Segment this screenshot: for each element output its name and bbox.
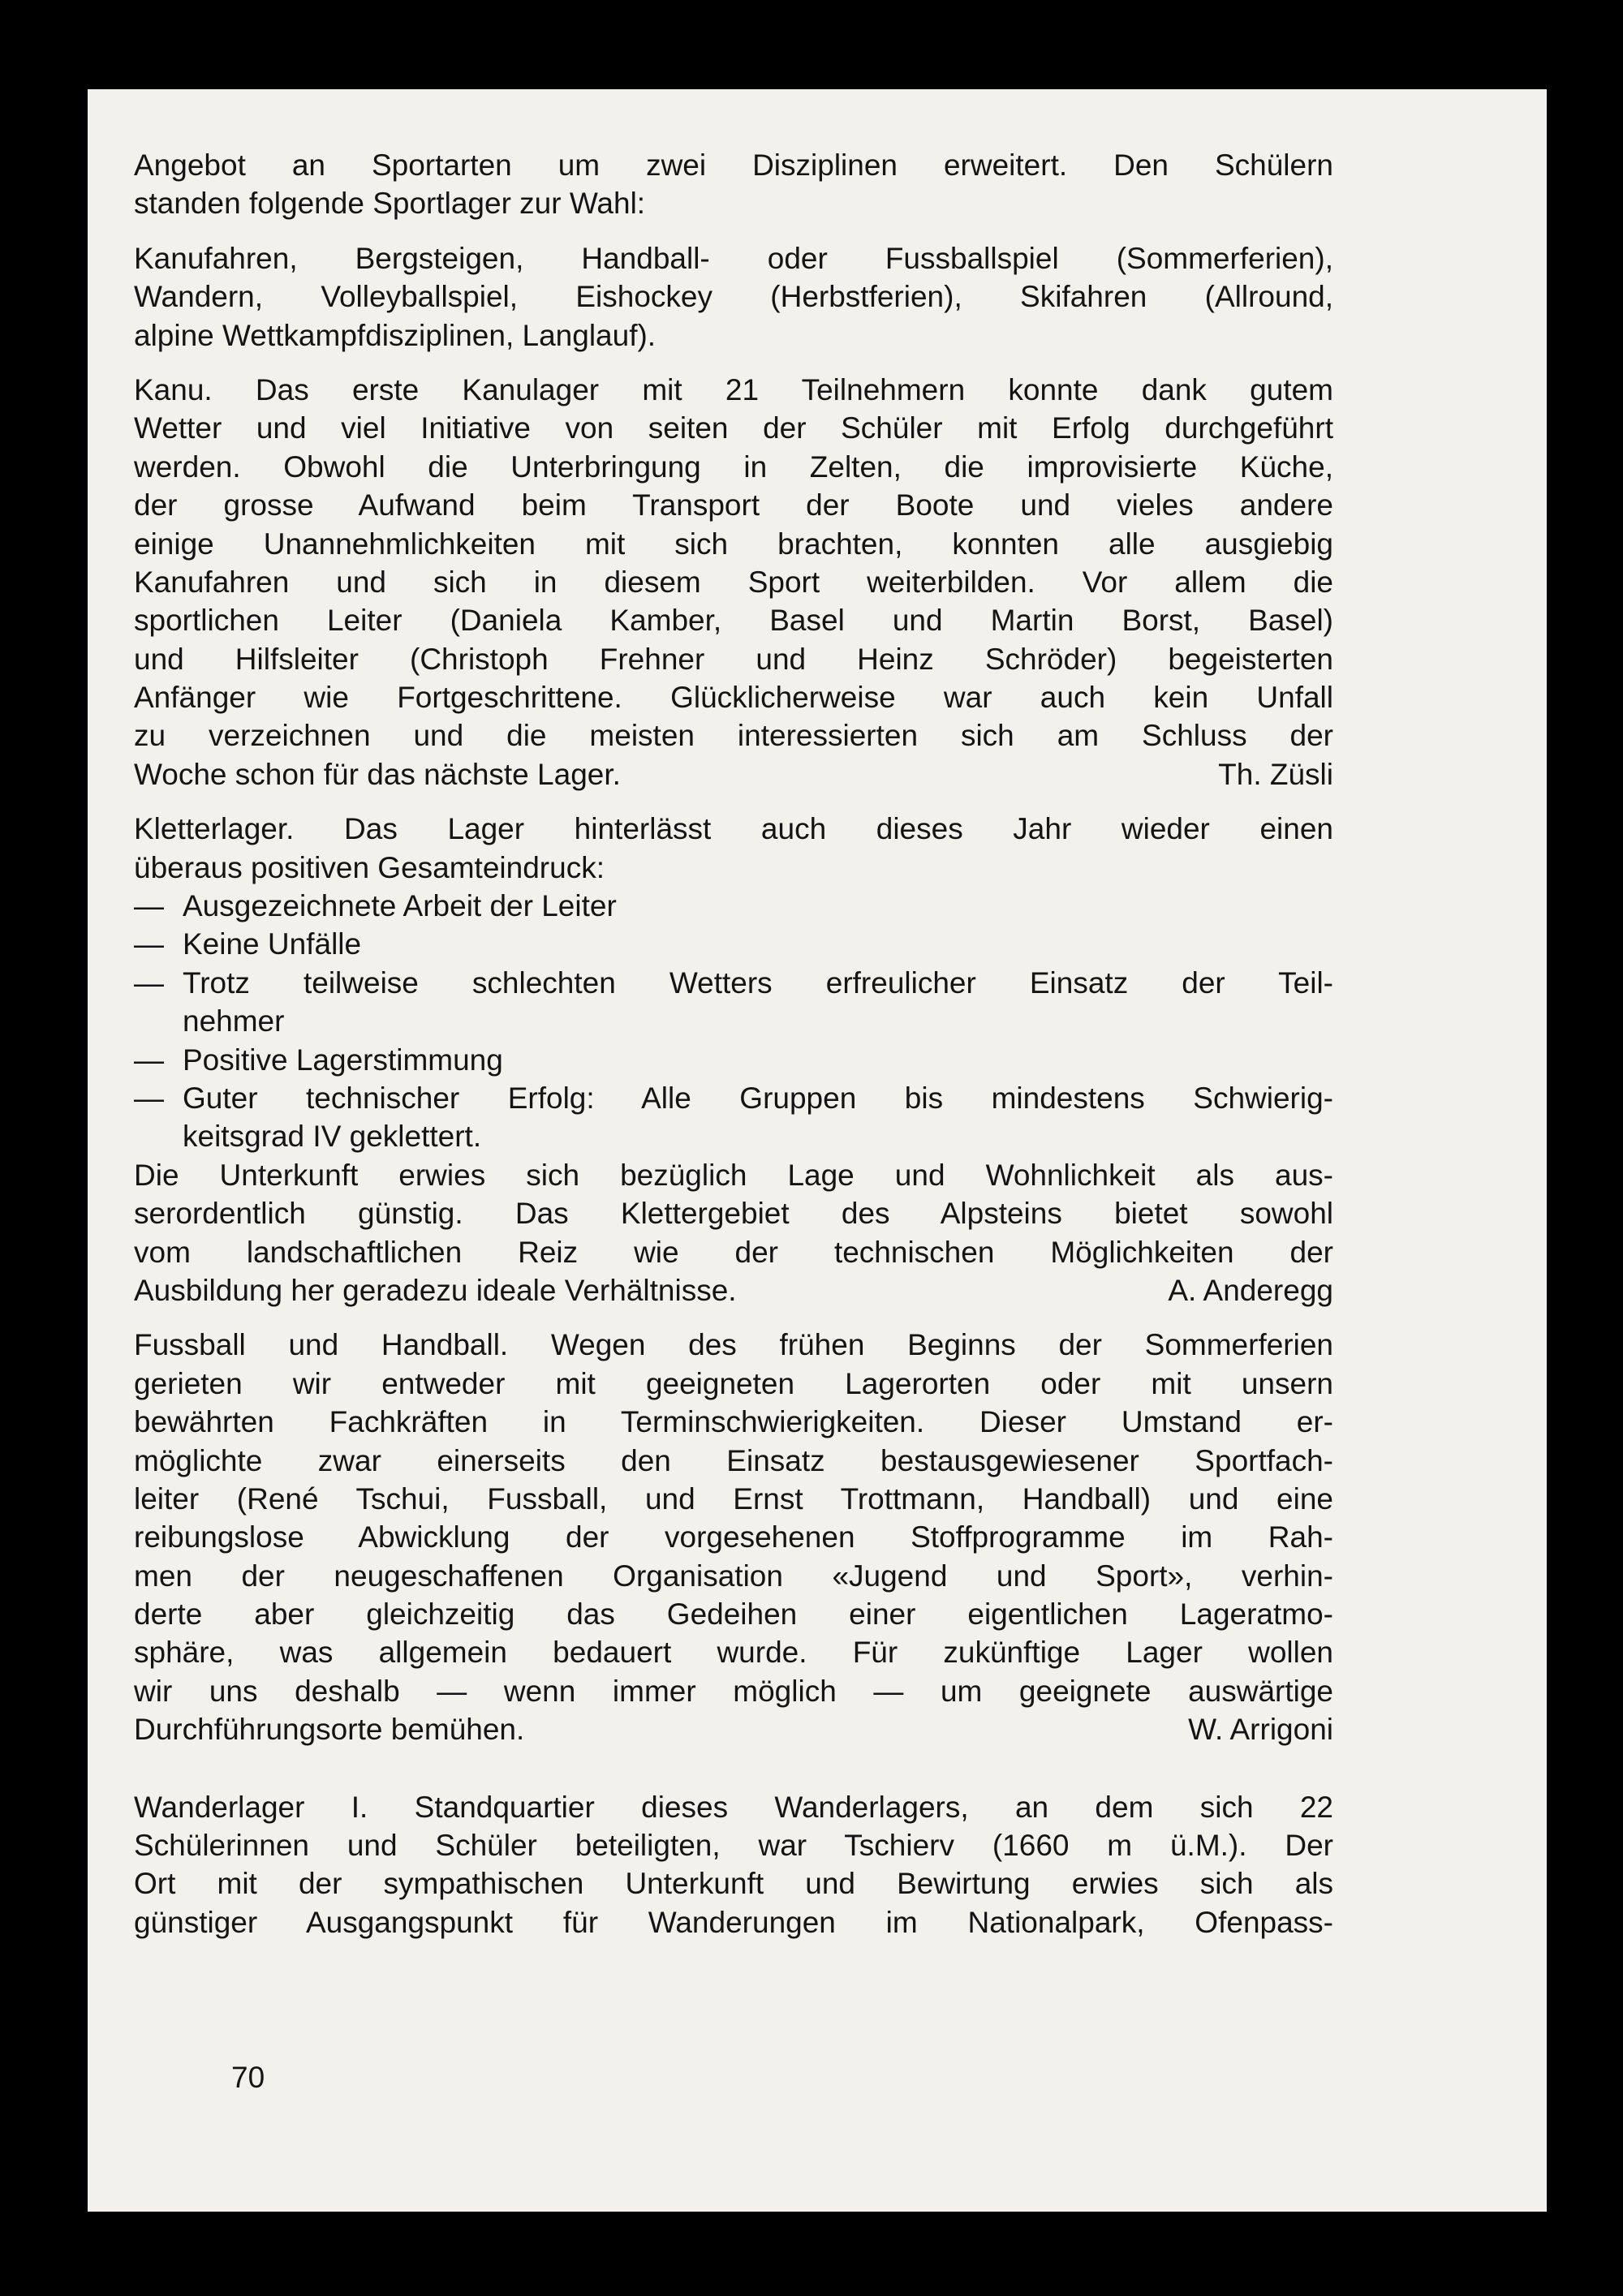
text-line: einige Unannehmlichkeiten mit sich brachten, konnten alle ausgiebig [134,527,1333,561]
text-line: Wanderlager I. Standquartier dieses Wanderlagers, an dem sich 22 [134,1790,1333,1824]
dash: — [134,1081,164,1115]
text-line: werden. Obwohl die Unterbringung in Zelten, die improvisierte Küche, [134,449,1333,484]
list-item: — Positive Lagerstimmung [134,1041,1333,1079]
page-number: 70 [231,2061,265,2094]
text-line: Kanu. Das erste Kanulager mit 21 Teilnehmern konnte dank gutem [134,372,1333,406]
text-line: Kanufahren und sich in diesem Sport weiterbilden. Vor allem die [134,565,1333,599]
text-line: derte aber gleichzeitig das Gedeihen einer eigentlichen Lageratmo- [134,1597,1333,1632]
author-name: Th. Züsli [1218,757,1333,791]
text-line: Ort mit der sympathischen Unterkunft und Bewirtung erwies sich als [134,1867,1333,1901]
text-line: gerieten wir entweder mit geeigneten Lagerorten oder mit unsern [134,1366,1333,1400]
dash: — [134,927,164,961]
text-line: zu verzeichnen und die meisten interessierten sich am Schluss der [134,719,1333,753]
author-name: A. Anderegg [1168,1273,1333,1307]
list-item: — Ausgezeichnete Arbeit der Leiter [134,887,1333,925]
text-line: standen folgende Sportlager zur Wahl: [134,187,646,221]
text-line: Woche schon für das nächste Lager. [134,757,621,791]
text-line: überaus positiven Gesamteindruck: [134,850,605,884]
signature-line [134,1710,1333,1748]
intro-section [134,146,1333,223]
list-item: — Trotz teilweise schlechten Wetters erfreulicher Einsatz der Teil- [134,964,1333,1002]
text-line: alpine Wettkampfdisziplinen, Langlauf). [134,318,657,352]
text-line: sportlichen Leiter (Daniela Kamber, Basel und Martin Borst, Basel) [134,604,1333,638]
dash: — [134,1043,164,1077]
text-line: bewährten Fachkräften in Terminschwierigkeiten. Dieser Umstand er- [134,1405,1333,1439]
text-line: sphäre, was allgemein bedauert wurde. Für zukünftige Lager wollen [134,1636,1333,1670]
text-line: Angebot an Sportarten um zwei Disziplinen erweitert. Den Schülern [134,148,1333,182]
text-line: Ausbildung her geradezu ideale Verhältnisse. [134,1273,737,1307]
dash: — [134,889,164,923]
text-line: men der neugeschaffenen Organisation «Jugend und Sport», verhin- [134,1559,1333,1593]
list-item-continued: nehmer [183,1004,285,1038]
text-line: Wetter und viel Initiative von seiten der Schüler mit Erfolg durchgeführt [134,411,1333,445]
text-line: Fussball und Handball. Wegen des frühen Beginns der Sommerferien [134,1328,1333,1362]
text-line: Anfänger wie Fortgeschrittene. Glücklicherweise war auch kein Unfall [134,681,1333,715]
fussball-section [134,1326,1333,1748]
text-line: Durchführungsorte bemühen. [134,1713,525,1747]
text-line: reibungslose Abwicklung der vorgesehenen Stoffprogramme im Rah- [134,1520,1333,1554]
document-text [134,146,1333,1941]
kanu-section [134,371,1333,793]
text-line: Schülerinnen und Schüler beteiligten, war Tschierv (1660 m ü.M.). Der [134,1829,1333,1863]
text-line: Kletterlager. Das Lager hinterlässt auch dieses Jahr wieder einen [134,812,1333,846]
signature-line [134,755,1333,793]
text-line: der grosse Aufwand beim Transport der Boote und vieles andere [134,488,1333,522]
list-item: — Guter technischer Erfolg: Alle Gruppen bis mindestens Schwierig- [134,1079,1333,1117]
text-line: Die Unterkunft erwies sich bezüglich Lage und Wohnlichkeit als aus- [134,1158,1333,1192]
wander-section [134,1788,1333,1942]
list-item: — Keine Unfälle [134,925,1333,963]
text-line: möglichte zwar einerseits den Einsatz bestausgewiesener Sportfach- [134,1443,1333,1477]
text-line: und Hilfsleiter (Christoph Frehner und Heinz Schröder) begeisterten [134,642,1333,676]
signature-line [134,1271,1333,1309]
text-line: wir uns deshalb — wenn immer möglich — um geeignete auswärtige [134,1674,1333,1708]
author-name: W. Arrigoni [1188,1713,1333,1747]
sport-list-section [134,239,1333,355]
dash: — [134,965,164,1000]
text-line: günstiger Ausgangspunkt für Wanderungen im Nationalpark, Ofenpass- [134,1905,1333,1939]
text-line: vom landschaftlichen Reiz wie der technischen Möglichkeiten der [134,1235,1333,1269]
list-item-continued: keitsgrad IV geklettert. [183,1120,482,1154]
kletter-section [134,810,1333,1309]
text-line: Wandern, Volleyballspiel, Eishockey (Herbstferien), Skifahren (Allround, [134,280,1333,314]
text-line: Kanufahren, Bergsteigen, Handball- oder Fussballspiel (Sommerferien), [134,241,1333,275]
text-line: leiter (René Tschui, Fussball, und Ernst Trottmann, Handball) und eine [134,1481,1333,1516]
text-line: serordentlich günstig. Das Klettergebiet des Alpsteins bietet sowohl [134,1197,1333,1231]
